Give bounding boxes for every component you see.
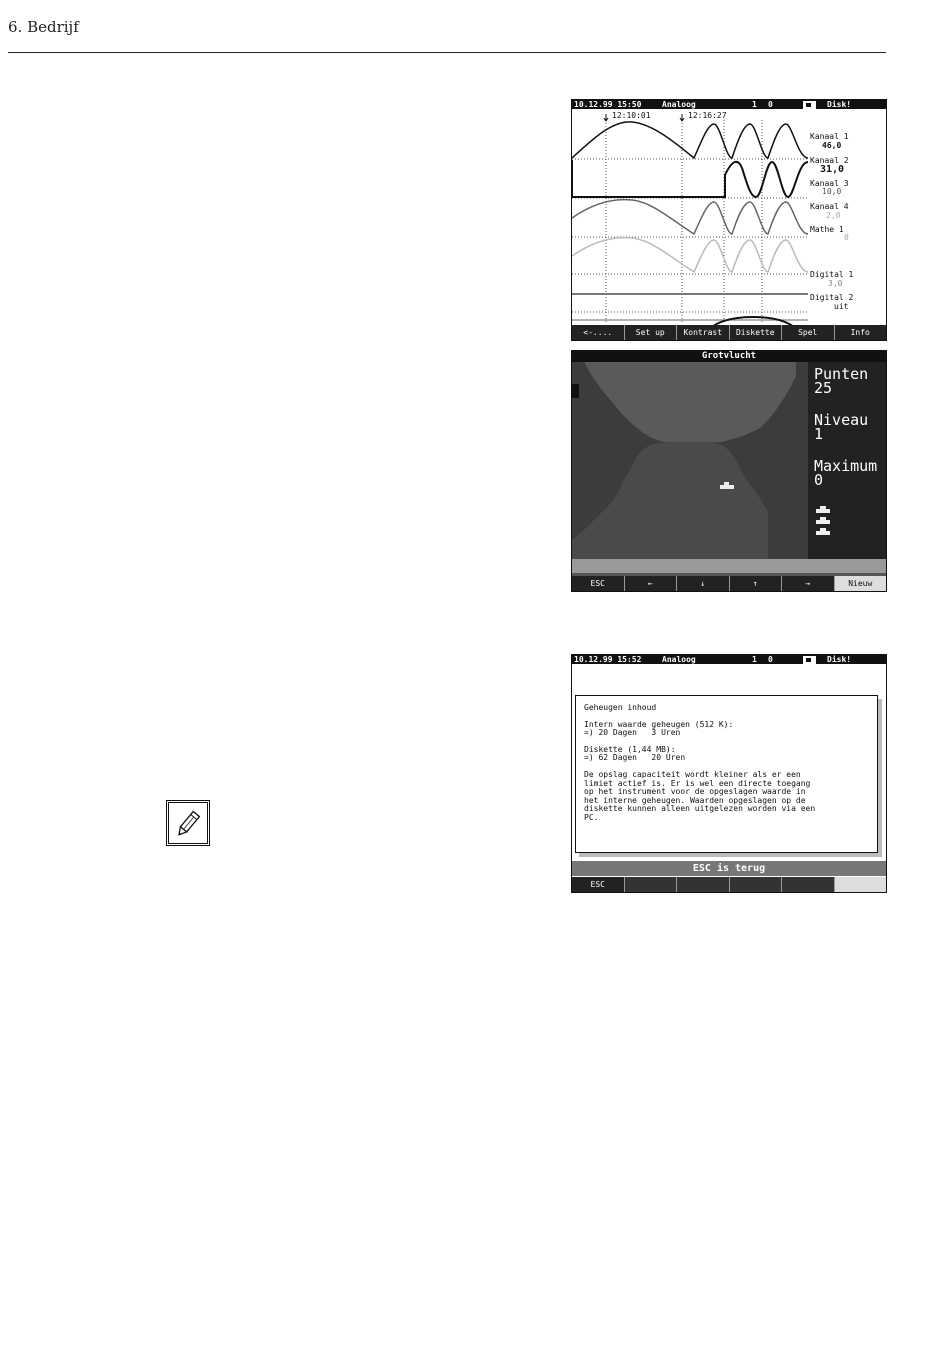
status-mode: Analoog [662,100,696,109]
softkey-empty[interactable] [625,877,678,892]
digital-1-value: 3,0 [828,279,843,288]
softkey-right[interactable]: → [782,576,835,591]
dialog-line: PC. [584,812,599,822]
dialog-line: De opslag capaciteit wordt kleiner als er een [584,769,801,779]
memory-info-dialog [575,695,878,853]
softkey-empty[interactable] [782,877,835,892]
dialog-line: =) 62 Dagen 20 Uren [584,753,686,763]
max-value: 0 [814,471,824,489]
status-storage: Disk! [827,100,852,109]
battery-icon [803,656,816,664]
softkey-up[interactable]: ↑ [730,576,783,591]
points-label: Punten [814,365,869,383]
level-value: 1 [814,425,824,443]
channel-2-name: Kanaal 2 [810,156,849,165]
softkey-bar [572,877,886,892]
status-group: 0 [768,100,773,109]
softkey-escape[interactable]: ESC [572,576,625,591]
dialog-line: diskette kunnen alleen uitgelezen worden via een [584,804,816,814]
digital-1-name: Digital 1 [810,270,854,279]
marker-label-2: 12:16:27 [688,111,727,120]
trace-channel-3 [572,200,808,234]
status-datetime: 10.12.99 15:50 [574,100,642,109]
trace-channel-2 [572,160,808,197]
math-1-value: 0 [844,233,849,242]
cave-playfield [572,362,808,559]
level-label: Niveau [814,411,869,429]
dialog-line: het interne geheugen. Waarden opgeslagen op de [584,795,806,805]
digital-2-name: Digital 2 [810,293,854,302]
score-panel [808,362,886,559]
recorder-screen-game [571,350,887,592]
softkey-setup[interactable]: Set up [625,325,678,340]
dialog-line: =) 20 Dagen 3 Uren [584,728,681,738]
status-bar [572,655,886,664]
softkey-empty[interactable] [730,877,783,892]
dialog-line: op het instrument voor de opgeslagen waarde in [584,787,806,797]
channel-4-name: Kanaal 4 [810,202,849,211]
status-page: 1 [752,100,757,109]
softkey-back[interactable]: <-.... [572,325,625,340]
game-status-strip [572,559,886,573]
channel-2-value: 31,0 [820,164,845,175]
softkey-diskette[interactable]: Diskette [730,325,783,340]
recorder-screen-analog [571,99,887,341]
game-title: Grotvlucht [572,351,886,362]
recorder-screen-memory-info [571,654,887,893]
softkey-new[interactable]: Nieuw [835,576,887,591]
section-heading: 6. Bedrijf [8,18,79,36]
softkey-empty[interactable] [677,877,730,892]
channel-1-value: 46,0 [822,141,842,150]
dialog-line: Diskette (1,44 MB): [584,744,676,754]
max-label: Maximum [814,457,878,475]
channel-1-name: Kanaal 1 [810,132,849,141]
status-storage: Disk! [827,655,852,664]
softkey-left[interactable]: ← [625,576,678,591]
marker-label-1: 12:10:01 [612,111,651,120]
softkey-bar [572,325,886,340]
channel-3-name: Kanaal 3 [810,179,849,188]
digital-2-value: uit [834,302,849,311]
dialog-title: Geheugen inhoud [584,703,657,712]
status-datetime: 10.12.99 15:52 [574,655,642,664]
status-page: 1 [752,655,757,664]
trace-channel-4 [572,238,808,272]
softkey-empty[interactable] [835,877,887,892]
channel-3-value: 10,0 [822,187,842,196]
trace-channel-1 [572,122,808,158]
softkey-contrast[interactable]: Kontrast [677,325,730,340]
points-value: 25 [814,379,833,397]
softkey-escape[interactable]: ESC [572,877,625,892]
lives-icons [814,505,844,539]
status-group: 0 [768,655,773,664]
softkey-game[interactable]: Spel [782,325,835,340]
softkey-bar [572,576,886,591]
header-rule [8,52,886,53]
dialog-line: limiet actief is. Er is wel een directe toegang [584,778,811,788]
status-mode: Analoog [662,655,696,664]
softkey-down[interactable]: ↓ [677,576,730,591]
math-1-name: Mathe 1 [810,225,844,234]
note-pencil-icon [166,800,210,846]
dialog-line: Intern waarde geheugen (512 K): [584,719,734,729]
escape-hint: ESC is terug [572,861,886,876]
channel-4-value: 2,0 [826,211,841,220]
softkey-info[interactable]: Info [835,325,887,340]
